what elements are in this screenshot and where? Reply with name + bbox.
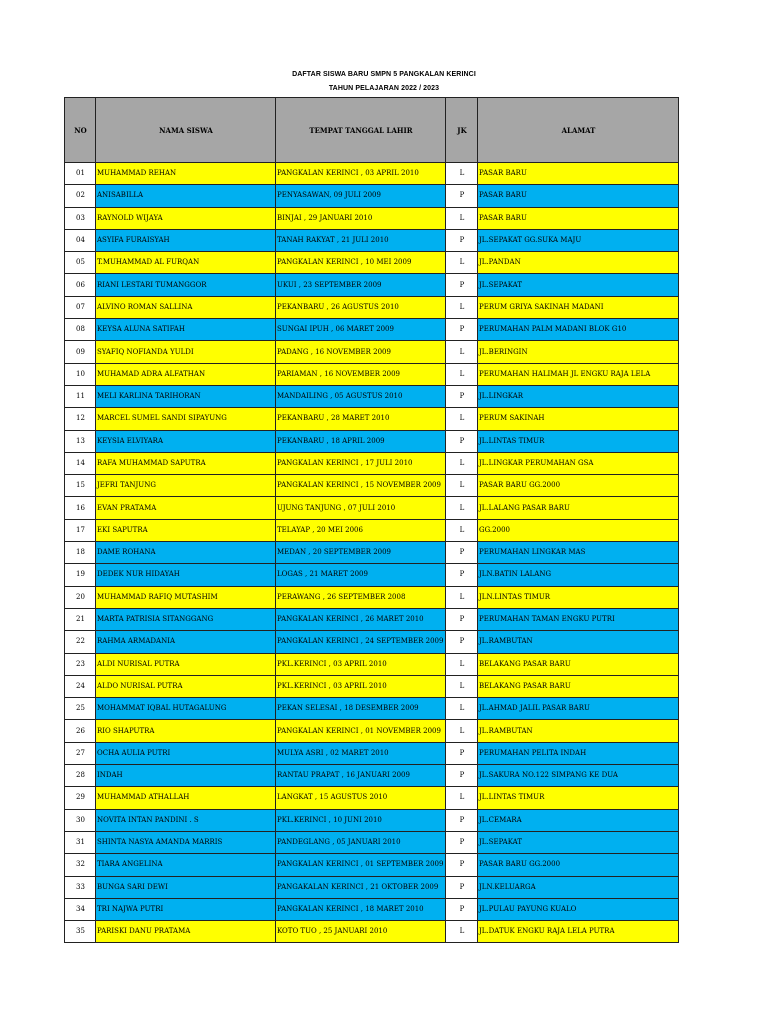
table-row — [65, 564, 679, 586]
cell-address: JL.LINTAS TIMUR — [478, 430, 679, 452]
cell-jk: L — [446, 497, 478, 519]
cell-no: 18 — [65, 542, 96, 564]
cell-no: 12 — [65, 408, 96, 430]
table-row — [65, 742, 679, 764]
table-row — [65, 675, 679, 697]
cell-jk: L — [446, 653, 478, 675]
cell-address: PERUMAHAN PALM MADANI BLOK G10 — [478, 319, 679, 341]
cell-address: PASAR BARU — [478, 207, 679, 229]
cell-birth: TELAYAP , 20 MEI 2006 — [276, 519, 446, 541]
cell-birth: SUNGAI IPUH , 06 MARET 2009 — [276, 319, 446, 341]
table-row — [65, 854, 679, 876]
cell-name: KEYSIA ELVIYARA — [96, 430, 276, 452]
cell-jk: L — [446, 586, 478, 608]
cell-name: ALDO NURISAL PUTRA — [96, 675, 276, 697]
cell-no: 21 — [65, 608, 96, 630]
cell-no: 20 — [65, 586, 96, 608]
cell-address: JL.SEPAKAT — [478, 831, 679, 853]
cell-address: JL.PULAU PAYUNG KUALO — [478, 898, 679, 920]
cell-address: JL.RAMBUTAN — [478, 720, 679, 742]
cell-no: 07 — [65, 296, 96, 318]
cell-jk: L — [446, 787, 478, 809]
cell-jk: P — [446, 765, 478, 787]
cell-name: ALDI NURISAL PUTRA — [96, 653, 276, 675]
cell-address: JL.LINTAS TIMUR — [478, 787, 679, 809]
cell-name: MELI KARLINA TARIHORAN — [96, 385, 276, 407]
cell-birth: MEDAN , 20 SEPTEMBER 2009 — [276, 542, 446, 564]
cell-birth: PERAWANG , 26 SEPTEMBER 2008 — [276, 586, 446, 608]
table-row — [65, 653, 679, 675]
cell-name: RAHMA ARMADANIA — [96, 631, 276, 653]
cell-name: SHINTA NASYA AMANDA MARRIS — [96, 831, 276, 853]
cell-no: 06 — [65, 274, 96, 296]
table-row — [65, 898, 679, 920]
cell-name: TRI NAJWA PUTRI — [96, 898, 276, 920]
table-row — [65, 765, 679, 787]
cell-birth: PKL.KERINCI , 03 APRIL 2010 — [276, 675, 446, 697]
cell-jk: L — [446, 207, 478, 229]
cell-name: MUHAMMAD REHAN — [96, 163, 276, 185]
column-header-jk: JK — [446, 98, 478, 163]
cell-address: PASAR BARU GG.2000 — [478, 854, 679, 876]
cell-birth: UJUNG TANJUNG , 07 JULI 2010 — [276, 497, 446, 519]
cell-name: T.MUHAMMAD AL FURQAN — [96, 252, 276, 274]
cell-name: RIO SHAPUTRA — [96, 720, 276, 742]
cell-birth: PKL.KERINCI , 03 APRIL 2010 — [276, 653, 446, 675]
cell-jk: L — [446, 163, 478, 185]
cell-name: DAME ROHANA — [96, 542, 276, 564]
cell-no: 30 — [65, 809, 96, 831]
student-table — [64, 97, 679, 943]
cell-birth: MANDAILING , 05 AGUSTUS 2010 — [276, 385, 446, 407]
cell-name: MUHAMAD ADRA ALFATHAN — [96, 363, 276, 385]
cell-name: RIANI LESTARI TUMANGGOR — [96, 274, 276, 296]
cell-address: JL.LALANG PASAR BARU — [478, 497, 679, 519]
cell-jk: P — [446, 274, 478, 296]
cell-address: JL.LINGKAR — [478, 385, 679, 407]
table-row — [65, 787, 679, 809]
table-row — [65, 586, 679, 608]
cell-address: JL.BERINGIN — [478, 341, 679, 363]
cell-no: 16 — [65, 497, 96, 519]
cell-no: 11 — [65, 385, 96, 407]
cell-name: MUHAMMAD RAFIQ MUTASHIM — [96, 586, 276, 608]
table-row — [65, 430, 679, 452]
cell-birth: MULYA ASRI , 02 MARET 2010 — [276, 742, 446, 764]
cell-jk: L — [446, 921, 478, 943]
cell-jk: P — [446, 631, 478, 653]
cell-birth: PEKANBARU , 26 AGUSTUS 2010 — [276, 296, 446, 318]
cell-name: INDAH — [96, 765, 276, 787]
cell-no: 26 — [65, 720, 96, 742]
cell-birth: PKL.KERINCI , 10 JUNI 2010 — [276, 809, 446, 831]
column-header-birth: TEMPAT TANGGAL LAHIR — [276, 98, 446, 163]
cell-jk: P — [446, 229, 478, 251]
cell-address: PERUMAHAN PELITA INDAH — [478, 742, 679, 764]
table-row — [65, 319, 679, 341]
cell-name: MUHAMMAD ATHALLAH — [96, 787, 276, 809]
table-row — [65, 363, 679, 385]
cell-name: MARTA PATRISIA SITANGGANG — [96, 608, 276, 630]
table-row — [65, 631, 679, 653]
table-row — [65, 475, 679, 497]
cell-jk: L — [446, 252, 478, 274]
cell-name: BUNGA SARI DEWI — [96, 876, 276, 898]
cell-name: RAYNOLD WIJAYA — [96, 207, 276, 229]
cell-jk: P — [446, 898, 478, 920]
table-row — [65, 163, 679, 185]
cell-no: 25 — [65, 698, 96, 720]
cell-address: JL.CEMARA — [478, 809, 679, 831]
cell-no: 24 — [65, 675, 96, 697]
cell-birth: BINJAI , 29 JANUARI 2010 — [276, 207, 446, 229]
table-header-row — [65, 98, 679, 163]
cell-name: ANISABILLA — [96, 185, 276, 207]
cell-birth: PANDEGLANG , 05 JANUARI 2010 — [276, 831, 446, 853]
cell-address: JLN.KELUARGA — [478, 876, 679, 898]
column-header-address: ALAMAT — [478, 98, 679, 163]
cell-no: 19 — [65, 564, 96, 586]
table-row — [65, 185, 679, 207]
cell-address: JL.SEPAKAT GG.SUKA MAJU — [478, 229, 679, 251]
cell-birth: PANGKALAN KERINCI , 01 SEPTEMBER 2009 — [276, 854, 446, 876]
cell-address: JL.SEPAKAT — [478, 274, 679, 296]
cell-address: PASAR BARU GG.2000 — [478, 475, 679, 497]
cell-jk: P — [446, 319, 478, 341]
cell-name: JEFRI TANJUNG — [96, 475, 276, 497]
table-row — [65, 229, 679, 251]
cell-address: PERUMAHAN TAMAN ENGKU PUTRI — [478, 608, 679, 630]
table-row — [65, 408, 679, 430]
cell-name: KEYSA ALUNA SATIFAH — [96, 319, 276, 341]
table-row — [65, 207, 679, 229]
cell-no: 13 — [65, 430, 96, 452]
cell-address: JLN.BATIN LALANG — [478, 564, 679, 586]
cell-birth: PEKANBARU , 28 MARET 2010 — [276, 408, 446, 430]
cell-birth: PANGAKALAN KERINCI , 21 OKTOBER 2009 — [276, 876, 446, 898]
cell-address: JL.PANDAN — [478, 252, 679, 274]
cell-no: 02 — [65, 185, 96, 207]
cell-birth: PANGKALAN KERINCI , 26 MARET 2010 — [276, 608, 446, 630]
cell-no: 33 — [65, 876, 96, 898]
cell-address: JL.DATUK ENGKU RAJA LELA PUTRA — [478, 921, 679, 943]
cell-address: PERUM GRIYA SAKINAH MADANI — [478, 296, 679, 318]
cell-jk: P — [446, 809, 478, 831]
cell-address: PASAR BARU — [478, 185, 679, 207]
cell-birth: PANGKALAN KERINCI , 15 NOVEMBER 2009 — [276, 475, 446, 497]
cell-birth: PANGKALAN KERINCI , 03 APRIL 2010 — [276, 163, 446, 185]
cell-name: SYAFIQ NOFIANDA YULDI — [96, 341, 276, 363]
cell-address: PASAR BARU — [478, 163, 679, 185]
cell-jk: L — [446, 452, 478, 474]
cell-jk: P — [446, 542, 478, 564]
cell-jk: P — [446, 876, 478, 898]
cell-address: PERUMAHAN HALIMAH JL ENGKU RAJA LELA — [478, 363, 679, 385]
table-row — [65, 497, 679, 519]
cell-birth: TANAH RAKYAT , 21 JULI 2010 — [276, 229, 446, 251]
cell-birth: PANGKALAN KERINCI , 24 SEPTEMBER 2009 — [276, 631, 446, 653]
cell-no: 35 — [65, 921, 96, 943]
column-header-no: NO — [65, 98, 96, 163]
cell-no: 05 — [65, 252, 96, 274]
cell-birth: PARIAMAN , 16 NOVEMBER 2009 — [276, 363, 446, 385]
cell-no: 27 — [65, 742, 96, 764]
table-row — [65, 519, 679, 541]
cell-jk: L — [446, 475, 478, 497]
cell-name: ALVINO ROMAN SALLINA — [96, 296, 276, 318]
cell-birth: PENYASAWAN, 09 JULI 2009 — [276, 185, 446, 207]
cell-address: PERUM SAKINAH — [478, 408, 679, 430]
table-row — [65, 809, 679, 831]
cell-jk: P — [446, 831, 478, 853]
cell-no: 17 — [65, 519, 96, 541]
table-row — [65, 542, 679, 564]
cell-jk: L — [446, 519, 478, 541]
cell-name: EKI SAPUTRA — [96, 519, 276, 541]
cell-name: NOVITA INTAN PANDINI . S — [96, 809, 276, 831]
cell-jk: P — [446, 185, 478, 207]
cell-address: BELAKANG PASAR BARU — [478, 675, 679, 697]
column-header-name: NAMA SISWA — [96, 98, 276, 163]
cell-no: 08 — [65, 319, 96, 341]
cell-address: BELAKANG PASAR BARU — [478, 653, 679, 675]
cell-address: JLN.LINTAS TIMUR — [478, 586, 679, 608]
cell-birth: PADANG , 16 NOVEMBER 2009 — [276, 341, 446, 363]
cell-jk: L — [446, 341, 478, 363]
cell-jk: P — [446, 608, 478, 630]
cell-no: 01 — [65, 163, 96, 185]
cell-jk: L — [446, 720, 478, 742]
table-row — [65, 720, 679, 742]
cell-name: DEDEK NUR HIDAYAH — [96, 564, 276, 586]
table-row — [65, 698, 679, 720]
table-body — [65, 163, 679, 943]
cell-name: MOHAMMAT IQBAL HUTAGALUNG — [96, 698, 276, 720]
cell-no: 04 — [65, 229, 96, 251]
document-subtitle: TAHUN PELAJARAN 2022 / 2023 — [328, 85, 440, 92]
cell-birth: RANTAU PRAPAT , 16 JANUARI 2009 — [276, 765, 446, 787]
cell-no: 23 — [65, 653, 96, 675]
cell-address: GG.2000 — [478, 519, 679, 541]
table-row — [65, 252, 679, 274]
cell-address: JL.LINGKAR PERUMAHAN GSA — [478, 452, 679, 474]
cell-jk: P — [446, 385, 478, 407]
cell-birth: PANGKALAN KERINCI , 17 JULI 2010 — [276, 452, 446, 474]
table-row — [65, 608, 679, 630]
cell-name: ASYIFA FURAISYAH — [96, 229, 276, 251]
cell-address: JL.SAKURA NO.122 SIMPANG KE DUA — [478, 765, 679, 787]
cell-name: PARISKI DANU PRATAMA — [96, 921, 276, 943]
cell-name: EVAN PRATAMA — [96, 497, 276, 519]
cell-jk: L — [446, 408, 478, 430]
cell-name: MARCEL SUMEL SANDI SIPAYUNG — [96, 408, 276, 430]
cell-birth: PANGKALAN KERINCI , 18 MARET 2010 — [276, 898, 446, 920]
cell-jk: P — [446, 854, 478, 876]
cell-no: 31 — [65, 831, 96, 853]
cell-no: 32 — [65, 854, 96, 876]
cell-no: 15 — [65, 475, 96, 497]
table-row — [65, 385, 679, 407]
cell-jk: L — [446, 698, 478, 720]
cell-no: 34 — [65, 898, 96, 920]
cell-jk: P — [446, 564, 478, 586]
table-row — [65, 341, 679, 363]
table-row — [65, 831, 679, 853]
table-row — [65, 921, 679, 943]
cell-jk: L — [446, 296, 478, 318]
cell-birth: LOGAS , 21 MARET 2009 — [276, 564, 446, 586]
cell-jk: L — [446, 363, 478, 385]
cell-no: 10 — [65, 363, 96, 385]
cell-address: PERUMAHAN LINGKAR MAS — [478, 542, 679, 564]
cell-jk: P — [446, 430, 478, 452]
cell-name: TIARA ANGELINA — [96, 854, 276, 876]
table-row — [65, 274, 679, 296]
cell-no: 09 — [65, 341, 96, 363]
cell-no: 03 — [65, 207, 96, 229]
table-row — [65, 296, 679, 318]
cell-name: OCHA AULIA PUTRI — [96, 742, 276, 764]
cell-birth: KOTO TUO , 25 JANUARI 2010 — [276, 921, 446, 943]
cell-birth: PANGKALAN KERINCI , 10 MEI 2009 — [276, 252, 446, 274]
cell-birth: PEKAN SELESAI , 18 DESEMBER 2009 — [276, 698, 446, 720]
cell-name: RAFA MUHAMMAD SAPUTRA — [96, 452, 276, 474]
cell-jk: L — [446, 675, 478, 697]
cell-address: JL.RAMBUTAN — [478, 631, 679, 653]
cell-birth: UKUI , 23 SEPTEMBER 2009 — [276, 274, 446, 296]
table-row — [65, 452, 679, 474]
cell-birth: PEKANBARU , 18 APRIL 2009 — [276, 430, 446, 452]
table-row — [65, 876, 679, 898]
cell-no: 22 — [65, 631, 96, 653]
cell-no: 14 — [65, 452, 96, 474]
document-title: DAFTAR SISWA BARU SMPN 5 PANGKALAN KERINCI — [292, 71, 476, 78]
cell-birth: LANGKAT , 15 AGUSTUS 2010 — [276, 787, 446, 809]
cell-no: 28 — [65, 765, 96, 787]
cell-birth: PANGKALAN KERINCI , 01 NOVEMBER 2009 — [276, 720, 446, 742]
cell-no: 29 — [65, 787, 96, 809]
cell-jk: P — [446, 742, 478, 764]
cell-address: JL.AHMAD JALIL PASAR BARU — [478, 698, 679, 720]
